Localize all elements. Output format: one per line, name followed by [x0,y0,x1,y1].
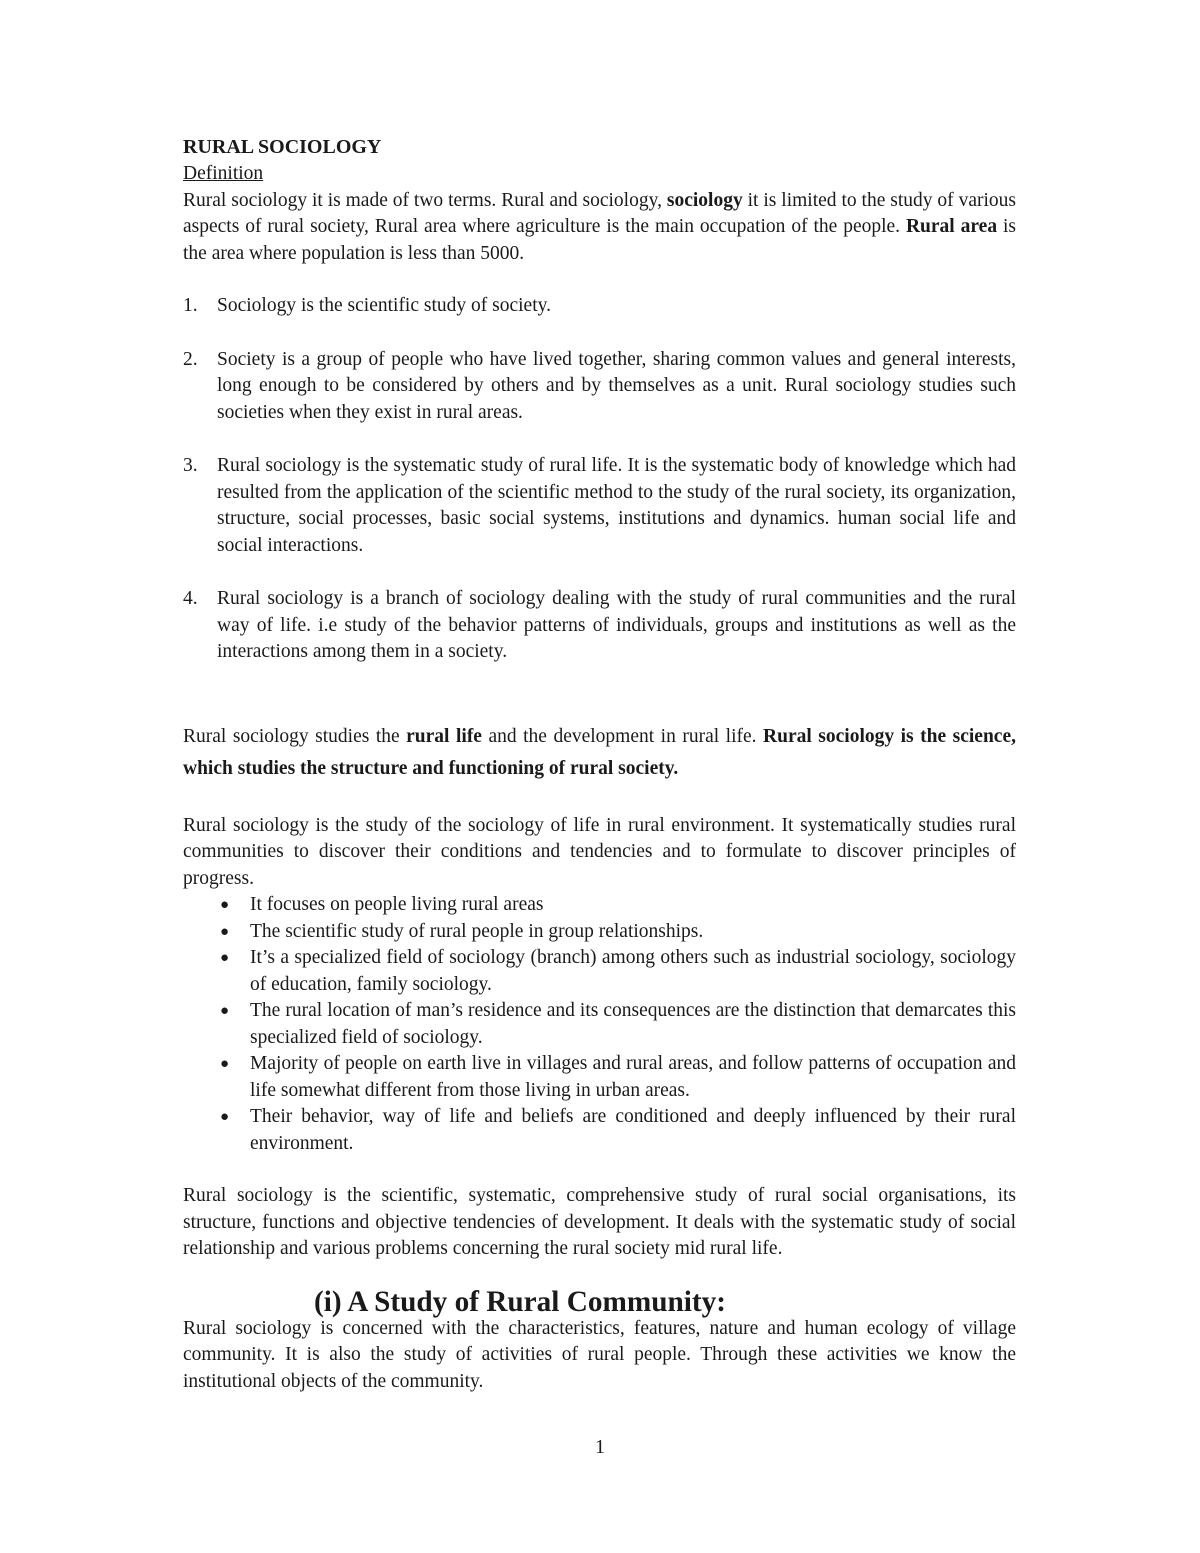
list-item-text: It’s a specialized field of sociology (branch) among others such as industrial sociology, sociology of education, family sociology. [250,947,1016,995]
list-item-text: Rural sociology is the systematic study of rural life. It is the systematic body of knowledge which had resulted from the application of the scientific method to the study of the rural society, its organization, structure, social processes, basic social systems, institutions and dynamics. human social life and social interactions. [217,455,1016,556]
intro-text-3: is the area where population is less than 5000. [183,216,1016,264]
page-number: 1 [595,1436,605,1458]
document-body [183,133,1016,1395]
bullet-icon: ● [220,923,230,940]
intro-bold-sociology: sociology [666,189,743,211]
list-item [183,892,1016,919]
intro-paragraph [183,188,1016,268]
bullet-icon: ● [220,1056,230,1072]
list-item-text: Majority of people on earth live in villages and rural areas, and follow patterns of occupation and life somewhat different from those living in urban areas. [250,1053,1016,1101]
environment-paragraph: Rural sociology is the study of the sociology of life in rural environment. It systematically studies rural communities to discover their conditions and tendencies and to formulate to discover principles of progress. [183,814,1016,889]
rural-life-text-1: Rural sociology studies the [183,725,407,747]
list-number: 4. [183,588,198,609]
list-item [183,919,1016,946]
rural-life-paragraph [183,721,1016,785]
list-item-text: The rural location of man’s residence and its consequences are the distinction that demarcates this specialized field of sociology. [250,1000,1016,1048]
bullet-icon: ● [220,1003,230,1019]
intro-bold-rural-area: Rural area [905,216,998,237]
rural-life-bold-2: Rural sociology is the science, which studies the structure and functioning of rural society. [183,725,1016,779]
intro-text-2: it is limited to the study of various aspects of rural society, Rural area where agriculture is the main occupation of the people. [183,189,1016,237]
list-number: 3. [183,455,198,476]
list-item [183,1051,1016,1104]
list-item [183,453,1016,559]
definition-subtitle: Definition [183,163,264,184]
community-paragraph: Rural sociology is concerned with the characteristics, features, nature and human ecology of village community. It is also the study of activities of rural people. Through these activities we know the institutional objects of the community. [183,1317,1016,1392]
list-item [183,347,1016,427]
list-item-text: It focuses on people living rural areas [250,894,544,915]
list-item-text: The scientific study of rural people in group relationships. [250,920,704,942]
list-item-text: Rural sociology is a branch of sociology dealing with the study of rural communities and the rural way of life. i.e study of the behavior patterns of individuals, groups and institutions as well as the interactions among them in a society. [217,588,1016,662]
list-item-text: Their behavior, way of life and beliefs are conditioned and deeply influenced by their rural environment. [250,1106,1016,1154]
list-number: 1. [183,295,198,316]
scientific-study-paragraph: Rural sociology is the scientific, systematic, comprehensive study of rural social organisations, its structure, functions and objective tendencies of development. It deals with the systematic study of social relationship and various problems concerning the rural society mid rural life. [183,1185,1016,1259]
intro-text-1: Rural sociology it is made of two terms. Rural and sociology, [183,189,667,211]
characteristics-list [183,892,1016,1157]
bullet-icon: ● [220,897,230,913]
list-item-text: Society is a group of people who have lived together, sharing common values and general interests, long enough to be considered by others and by themselves as a unit. Rural sociology studies such societies when they exist in rural areas. [217,348,1016,423]
list-item [183,293,1016,320]
list-number: 2. [183,348,198,370]
definitions-list [183,293,1016,666]
list-item [183,998,1016,1051]
list-item-text: Sociology is the scientific study of society. [217,295,551,316]
bullet-icon: ● [220,950,230,966]
page-title: RURAL SOCIOLOGY [183,136,382,158]
bullet-icon: ● [220,1109,230,1125]
section-heading: (i) A Study of Rural Community: [314,1285,726,1318]
list-item [183,945,1016,998]
rural-life-text-2: and the development in rural life. [481,725,764,747]
list-item [183,586,1016,666]
list-item [183,1104,1016,1157]
rural-life-bold-1: rural life [406,725,482,747]
